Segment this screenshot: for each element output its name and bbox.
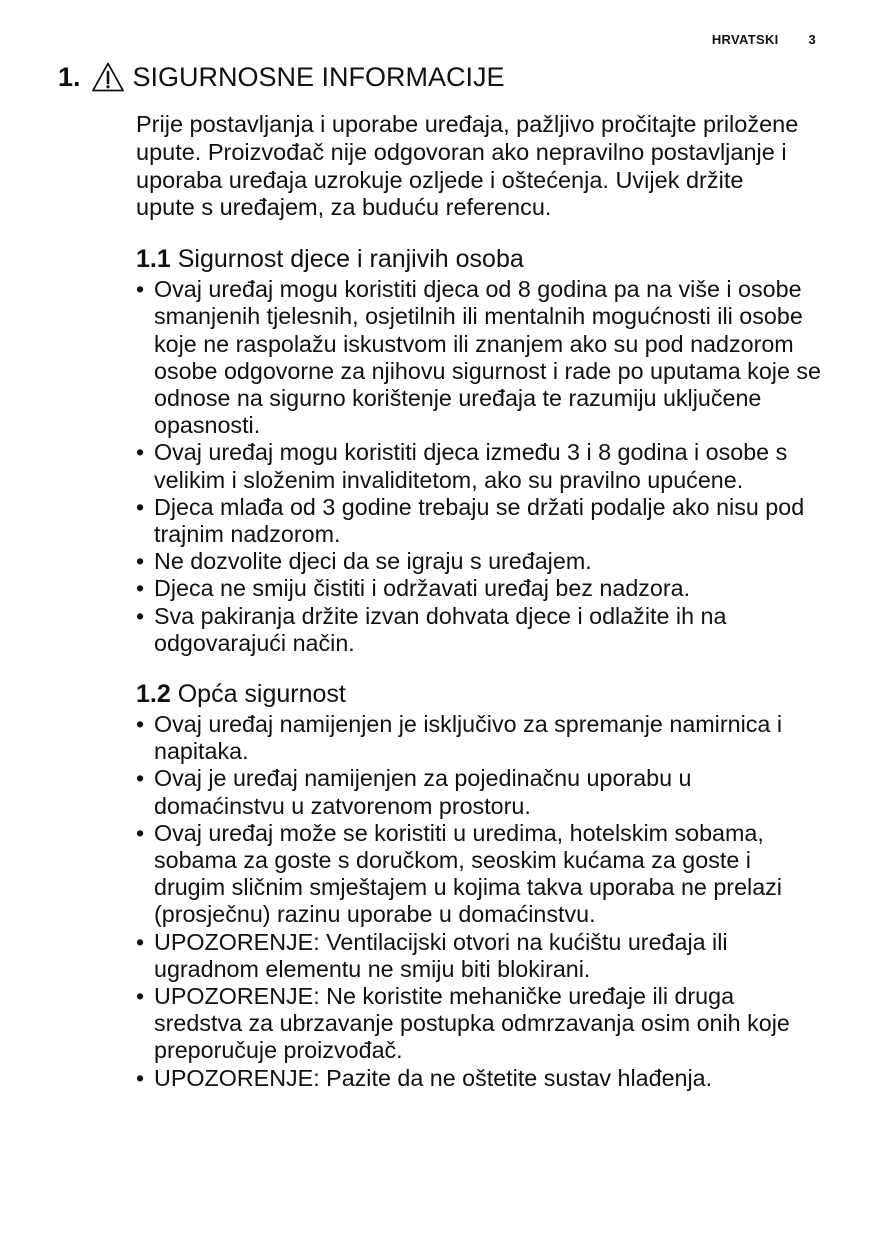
intro-paragraph: Prije postavljanja i uporabe uređaja, pažljivo pročitajte priložene upute. Proizvođač nije odgovoran ako nepravilno postavljanje i uporaba uređaja uzrokuje ozljede i oštećenja. Uvijek držite upute s uređajem, za buduću referencu.: [136, 111, 799, 221]
section-title-text: Opća sigurnost: [177, 680, 346, 709]
section-number: 1.1: [136, 245, 171, 274]
list-item: • Ovaj uređaj namijenjen je isključivo za spremanje namirnica i napitaka.: [136, 711, 826, 765]
bullet-list: [136, 711, 826, 1092]
page-number: 3: [808, 32, 816, 47]
list-item: • UPOZORENJE: Ne koristite mehaničke uređaje ili druga sredstva za ubrzavanje postupka odmrzavanja osim onih koje preporučuje proizvođač.: [136, 983, 826, 1065]
list-item: • Ovaj uređaj može se koristiti u uredima, hotelskim sobama, sobama za goste s doručkom, seoskim kućama za goste i drugim sličnim smještajem u kojima takva uporaba ne prelazi (prosječnu) razinu uporabe u domaćinstvu.: [136, 820, 826, 929]
page-header: [712, 32, 816, 47]
chapter-content: [136, 111, 826, 1092]
section-number: 1.2: [136, 680, 171, 709]
warning-triangle-icon: [91, 61, 125, 93]
list-item: • Ovaj je uređaj namijenjen za pojedinačnu uporabu u domaćinstvu u zatvorenom prostoru.: [136, 765, 826, 819]
list-item: • UPOZORENJE: Pazite da ne oštetite sustav hlađenja.: [136, 1065, 826, 1092]
bullet-list: [136, 276, 826, 657]
list-item: • Sva pakiranja držite izvan dohvata djece i odlažite ih na odgovarajući način.: [136, 603, 826, 657]
chapter-title-text: SIGURNOSNE INFORMACIJE: [132, 62, 505, 92]
chapter-title: [58, 57, 505, 97]
header-language: HRVATSKI: [711, 32, 779, 47]
list-item: • Djeca mlađa od 3 godine trebaju se držati podalje ako nisu pod trajnim nadzorom.: [136, 494, 826, 548]
list-item: • Ovaj uređaj mogu koristiti djeca od 8 godina pa na više i osobe smanjenih tjelesnih, osjetilnih ili mentalnih mogućnosti ili osobe koje ne raspolažu iskustvom ili znanjem ako su pod nadzorom osobe odgovorne za njihovu sigurnost i rade po uputama koje se odnose na sigurno korištenje uređaja te razumiju uključene opasnosti.: [136, 276, 826, 439]
list-item: • UPOZORENJE: Ventilacijski otvori na kućištu uređaja ili ugradnom elementu ne smiju biti blokirani.: [136, 929, 826, 983]
section-child-safety: [136, 244, 826, 657]
chapter-number: 1.: [58, 62, 81, 92]
section-general-safety: [136, 679, 826, 1092]
list-item: • Ne dozvolite djeci da se igraju s uređajem.: [136, 548, 826, 575]
section-title: [136, 244, 826, 274]
list-item: • Djeca ne smiju čistiti i održavati uređaj bez nadzora.: [136, 575, 826, 602]
section-title: [136, 679, 826, 709]
section-title-text: Sigurnost djece i ranjivih osoba: [177, 245, 524, 274]
list-item: • Ovaj uređaj mogu koristiti djeca između 3 i 8 godina i osobe s velikim i složenim invaliditetom, ako su pravilno upućene.: [136, 439, 826, 493]
